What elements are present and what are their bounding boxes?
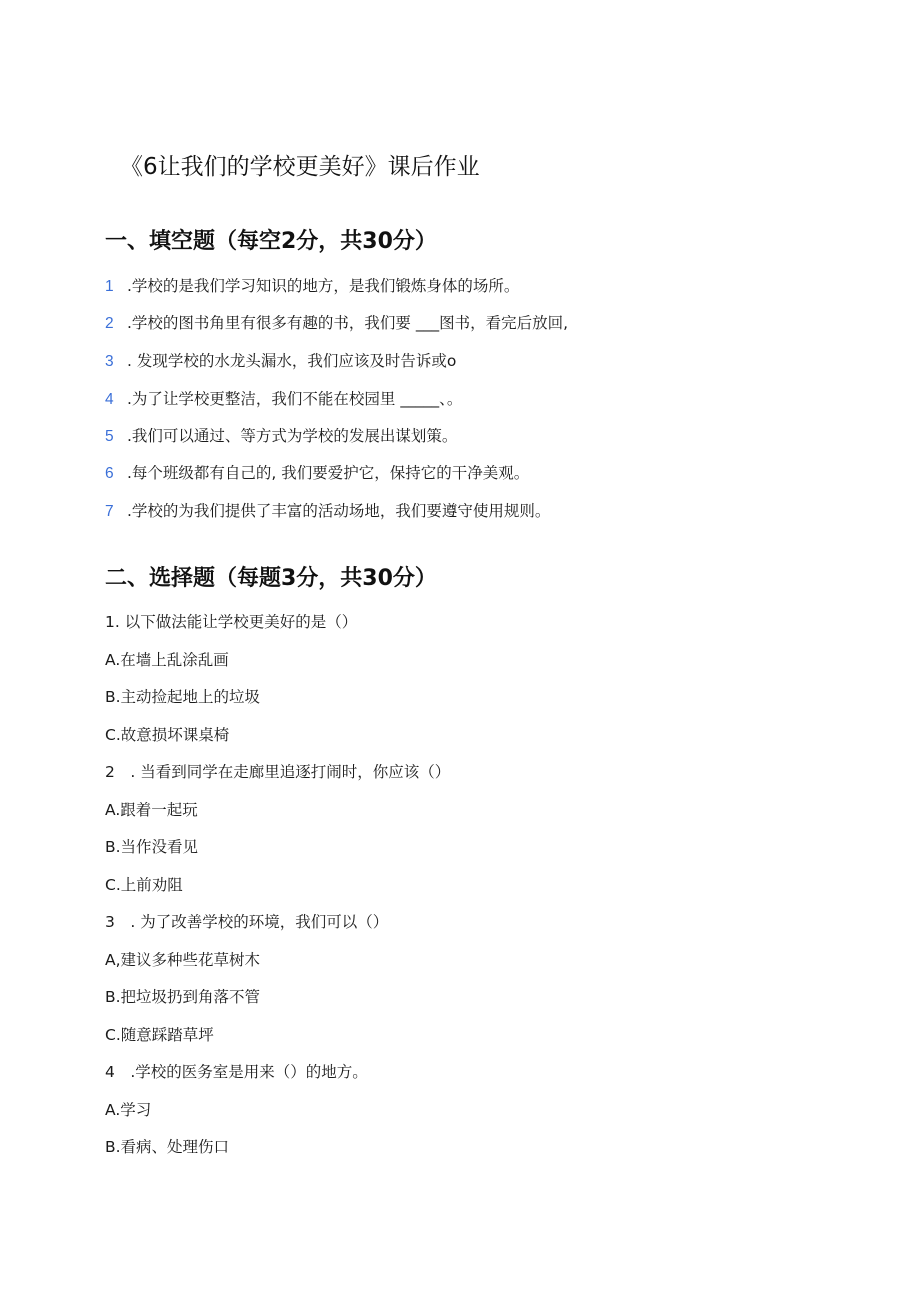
- question-stem: 2 . 当看到同学在走廊里追逐打闹时，你应该（）: [105, 763, 451, 781]
- item-number: 6: [105, 465, 114, 482]
- item-text: .学校的是我们学习知识的地方，是我们锻炼身体的场所。: [127, 277, 520, 295]
- item-number: 1: [105, 278, 114, 295]
- section-heading-fill-in: 一、填空题（每空2分，共30分）: [105, 229, 437, 254]
- fill-in-item: [105, 461, 529, 485]
- answer-option: B.当作没看见: [105, 838, 199, 856]
- answer-option: B.看病、处理伤口: [105, 1138, 230, 1156]
- item-number: 4: [105, 391, 114, 408]
- item-text: .学校的图书角里有很多有趣的书，我们要 ___图书，看完后放回,: [127, 314, 569, 332]
- item-number: 2: [105, 315, 114, 332]
- answer-option: A.在墙上乱涂乱画: [105, 651, 229, 669]
- question-stem: 1. 以下做法能让学校更美好的是（）: [105, 613, 358, 631]
- answer-option: C.故意损坏课桌椅: [105, 726, 230, 744]
- answer-option: C.随意踩踏草坪: [105, 1026, 214, 1044]
- fill-in-item: [105, 311, 568, 335]
- question-stem: 3 . 为了改善学校的环境，我们可以（）: [105, 913, 389, 931]
- answer-option: A.学习: [105, 1101, 152, 1119]
- item-text: .每个班级都有自己的, 我们要爱护它，保持它的干净美观。: [127, 464, 530, 482]
- document-title: 《6让我们的学校更美好》课后作业: [120, 154, 480, 180]
- answer-option: A.跟着一起玩: [105, 801, 198, 819]
- fill-in-item: [105, 274, 519, 298]
- item-number: 7: [105, 503, 114, 520]
- answer-option: A,建议多种些花草树木: [105, 951, 261, 969]
- item-text: .我们可以通过、等方式为学校的发展出谋划策。: [127, 427, 458, 445]
- item-number: 3: [105, 353, 114, 370]
- answer-option: B.主动捡起地上的垃圾: [105, 688, 261, 706]
- item-text: .为了让学校更整洁，我们不能在校园里 _____、。: [127, 390, 463, 408]
- fill-in-item: [105, 499, 550, 523]
- answer-option: B.把垃圾扔到角落不管: [105, 988, 261, 1006]
- section-heading-multiple-choice: 二、选择题（每题3分，共30分）: [105, 566, 437, 591]
- fill-in-item: [105, 387, 462, 411]
- question-stem: 4 .学校的医务室是用来（）的地方。: [105, 1063, 368, 1081]
- answer-option: C.上前劝阻: [105, 876, 183, 894]
- fill-in-item: [105, 424, 457, 448]
- item-text: .学校的为我们提供了丰富的活动场地，我们要遵守使用规则。: [127, 502, 551, 520]
- fill-in-item: [105, 349, 456, 373]
- item-number: 5: [105, 428, 114, 445]
- item-text: . 发现学校的水龙头漏水，我们应该及时告诉或o: [127, 352, 457, 370]
